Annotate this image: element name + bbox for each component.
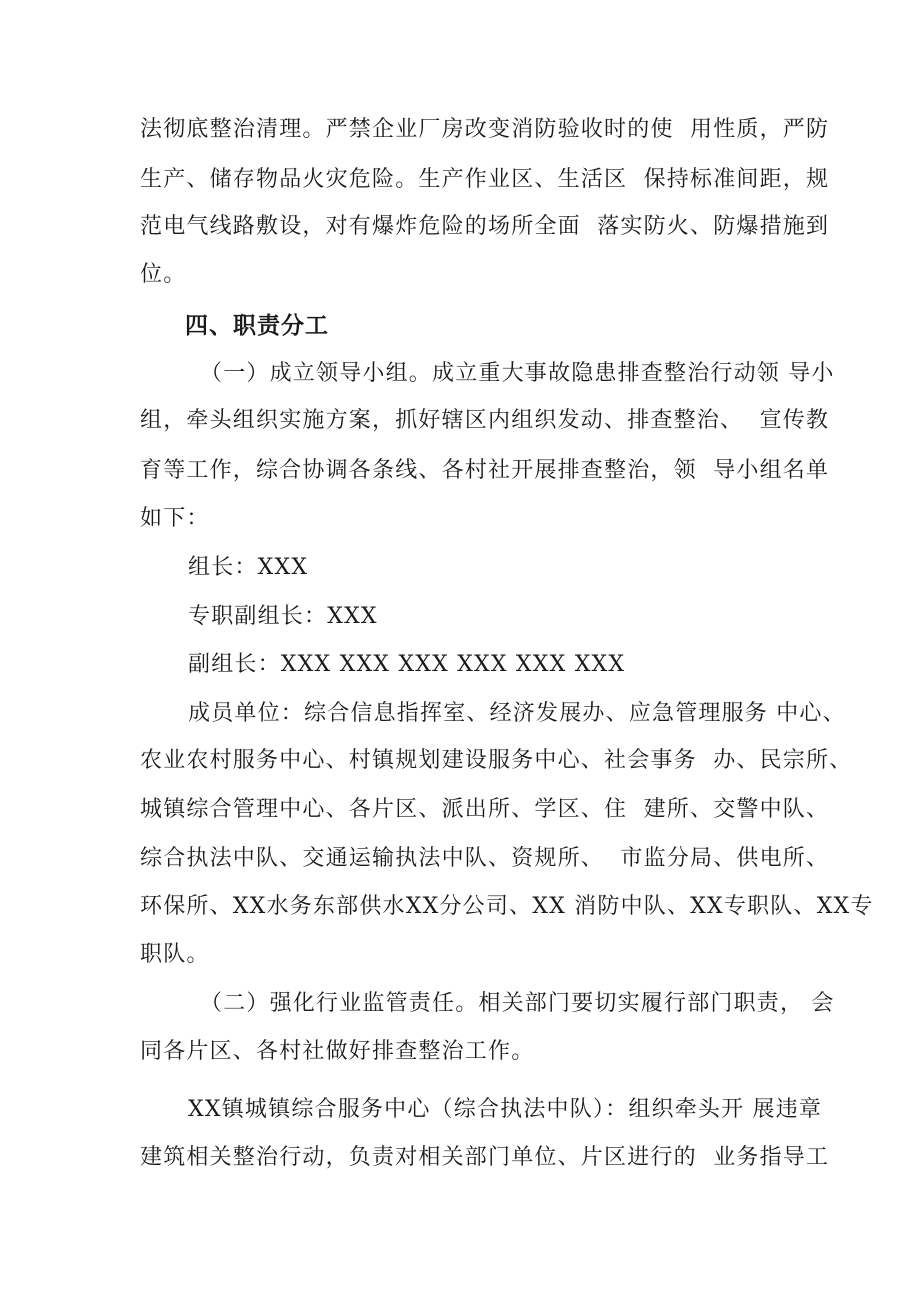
paragraph-line: 法彻底整治清理。严禁企业厂房改变消防验收时的使 用性质，严防 (140, 117, 830, 142)
paragraph-line: 农业农村服务中心、村镇规划建设服务中心、社会事务 办、民宗所、 (140, 748, 853, 773)
paragraph-line: 同各片区、各村社做好排查整治工作。 (140, 1039, 535, 1064)
paragraph-line: 城镇综合管理中心、各片区、派出所、学区、住 建所、交警中队、 (140, 797, 830, 822)
paragraph-line: 综合执法中队、交通运输执法中队、资规所、 市监分局、供电所、 (140, 846, 830, 871)
paragraph-line: 如下： (140, 506, 210, 531)
paragraph-line: 组，牵头组织实施方案，抓好辖区内组织发动、排查整治、 宣传教 (140, 408, 830, 433)
paragraph-line: （二）强化行业监管责任。相关部门要切实履行部门职责， 会 (200, 991, 835, 1016)
leader-line: 副组长：XXX XXX XXX XXX XXX XXX (188, 652, 626, 677)
paragraph-line: XX镇城镇综合服务中心（综合执法中队）：组织牵头开 展违章 (188, 1097, 823, 1122)
section-heading: 四、职责分工 (185, 313, 329, 339)
paragraph-line: （一）成立领导小组。成立重大事故隐患排查整治行动领 导小 (200, 361, 835, 386)
paragraph-line: 位。 (140, 262, 187, 287)
paragraph-line: 职队。 (140, 942, 210, 967)
paragraph-line: 范电气线路敷设，对有爆炸危险的场所全面 落实防火、防爆措施到 (140, 214, 830, 239)
paragraph-line: 建筑相关整治行动，负责对相关部门单位、片区进行的 业务指导工 (140, 1145, 830, 1170)
paragraph-line: 育等工作，综合协调各条线、各村社开展排查整治，领 导小组名单 (140, 458, 830, 483)
paragraph-line: 生产、储存物品火灾危险。生产作业区、生活区 保持标准间距，规 (140, 167, 830, 192)
paragraph-line: 成员单位：综合信息指挥室、经济发展办、应急管理服务 中心、 (188, 701, 846, 726)
leader-line: 组长：XXX (188, 555, 309, 580)
leader-line: 专职副组长：XXX (188, 604, 378, 629)
paragraph-line: 环保所、XX水务东部供水XX分公司、XX 消防中队、XX专职队、XX专 (140, 894, 874, 919)
